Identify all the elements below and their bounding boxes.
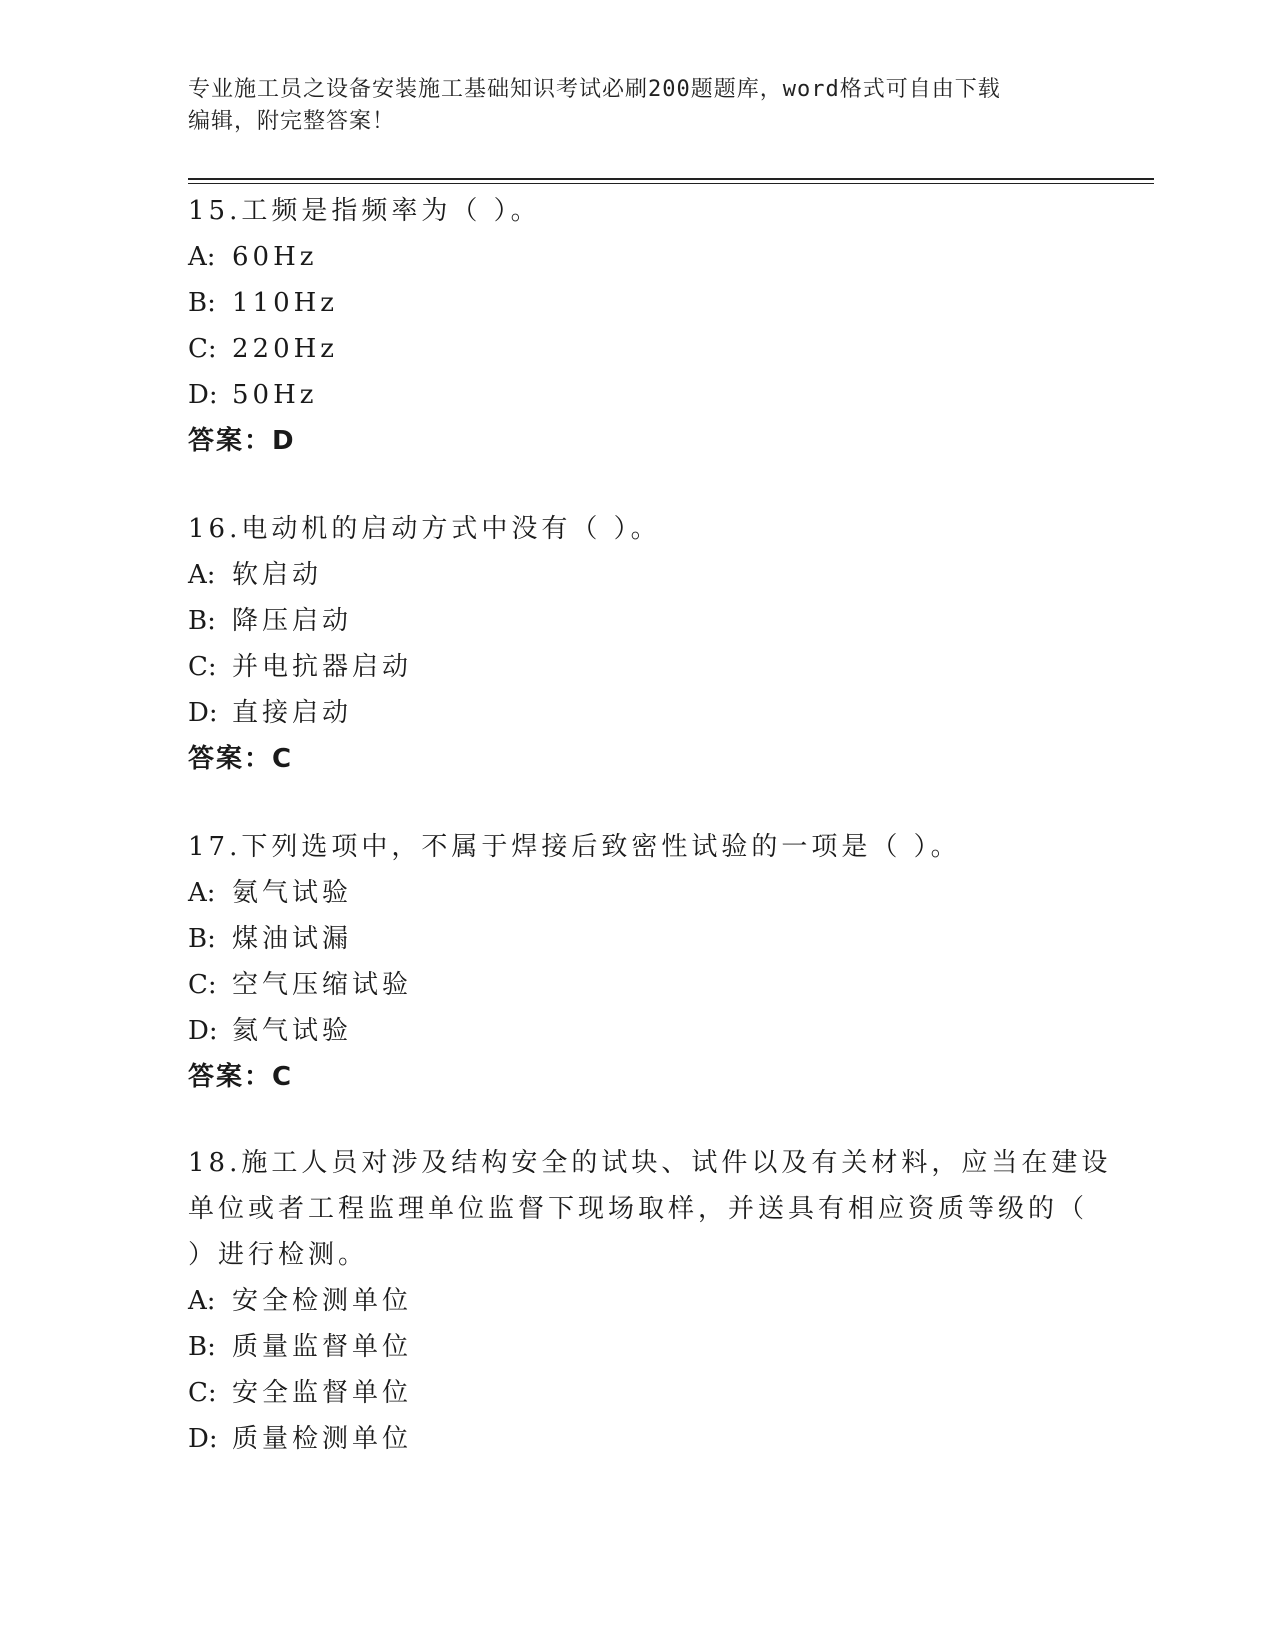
answer-label: 答案：C	[188, 1062, 294, 1092]
option-text: 煤油试漏	[232, 924, 353, 954]
option-text: 直接启动	[232, 698, 353, 728]
option-text: 50Hz	[232, 380, 318, 410]
option-text: 安全检测单位	[232, 1286, 413, 1316]
option-text: 110Hz	[232, 288, 338, 318]
option-text: 质量检测单位	[232, 1424, 413, 1454]
header-line-1: 专业施工员之设备安装施工基础知识考试必刷200题题库，word格式可自由下载	[188, 77, 1001, 102]
question-stem: 15.工频是指频率为（ ）。	[188, 196, 541, 226]
question-stem: 16.电动机的启动方式中没有（ ）。	[188, 514, 661, 544]
option-letter: A:	[188, 878, 216, 908]
answer-label: 答案：D	[188, 426, 296, 456]
header-divider-thick	[188, 178, 1154, 180]
option-letter: C:	[188, 652, 217, 682]
option-text: 空气压缩试验	[232, 970, 413, 1000]
option-c	[188, 1370, 1088, 1416]
question-stem-line-1: 18.施工人员对涉及结构安全的试块、试件以及有关材料，应当在建设	[188, 1148, 1112, 1178]
option-d	[188, 690, 1088, 736]
option-text: 降压启动	[232, 606, 353, 636]
option-d	[188, 372, 1088, 418]
question-18	[188, 1140, 1112, 1462]
option-text: 安全监督单位	[232, 1378, 413, 1408]
option-letter: D:	[188, 698, 218, 728]
option-d	[188, 1008, 1088, 1054]
option-letter: A:	[188, 1286, 216, 1316]
option-letter: C:	[188, 1378, 217, 1408]
option-d	[188, 1416, 1088, 1462]
option-a	[188, 870, 1088, 916]
option-c	[188, 326, 1088, 372]
option-c	[188, 962, 1088, 1008]
option-letter: B:	[188, 606, 216, 636]
option-b	[188, 1324, 1088, 1370]
option-text: 并电抗器启动	[232, 652, 413, 682]
question-stem-line-2: 单位或者工程监理单位监督下现场取样，并送具有相应资质等级的（	[188, 1194, 1089, 1224]
option-letter: A:	[188, 242, 216, 272]
option-text: 氦气试验	[232, 1016, 353, 1046]
option-letter: C:	[188, 970, 217, 1000]
option-b	[188, 916, 1088, 962]
option-c	[188, 644, 1088, 690]
option-letter: D:	[188, 1016, 218, 1046]
option-text: 60Hz	[232, 242, 318, 272]
option-b	[188, 598, 1088, 644]
header-line-2: 编辑，附完整答案！	[188, 109, 396, 134]
option-letter: D:	[188, 1424, 218, 1454]
question-16	[188, 506, 1088, 782]
option-text: 质量监督单位	[232, 1332, 413, 1362]
option-text: 软启动	[232, 560, 323, 590]
question-17	[188, 824, 1088, 1100]
question-15	[188, 188, 1088, 464]
question-stem-line-3: ）进行检测。	[188, 1240, 369, 1270]
option-letter: B:	[188, 924, 216, 954]
option-text: 氨气试验	[232, 878, 353, 908]
header-divider-thin	[188, 183, 1154, 184]
answer-label: 答案：C	[188, 744, 294, 774]
option-letter: A:	[188, 560, 216, 590]
option-letter: B:	[188, 288, 216, 318]
question-stem: 17.下列选项中，不属于焊接后致密性试验的一项是（ ）。	[188, 832, 961, 862]
option-letter: C:	[188, 334, 217, 364]
option-text: 220Hz	[232, 334, 338, 364]
option-a	[188, 234, 1088, 280]
option-letter: B:	[188, 1332, 216, 1362]
document-header	[188, 74, 1068, 138]
option-a	[188, 1278, 1088, 1324]
option-b	[188, 280, 1088, 326]
option-letter: D:	[188, 380, 218, 410]
option-a	[188, 552, 1088, 598]
